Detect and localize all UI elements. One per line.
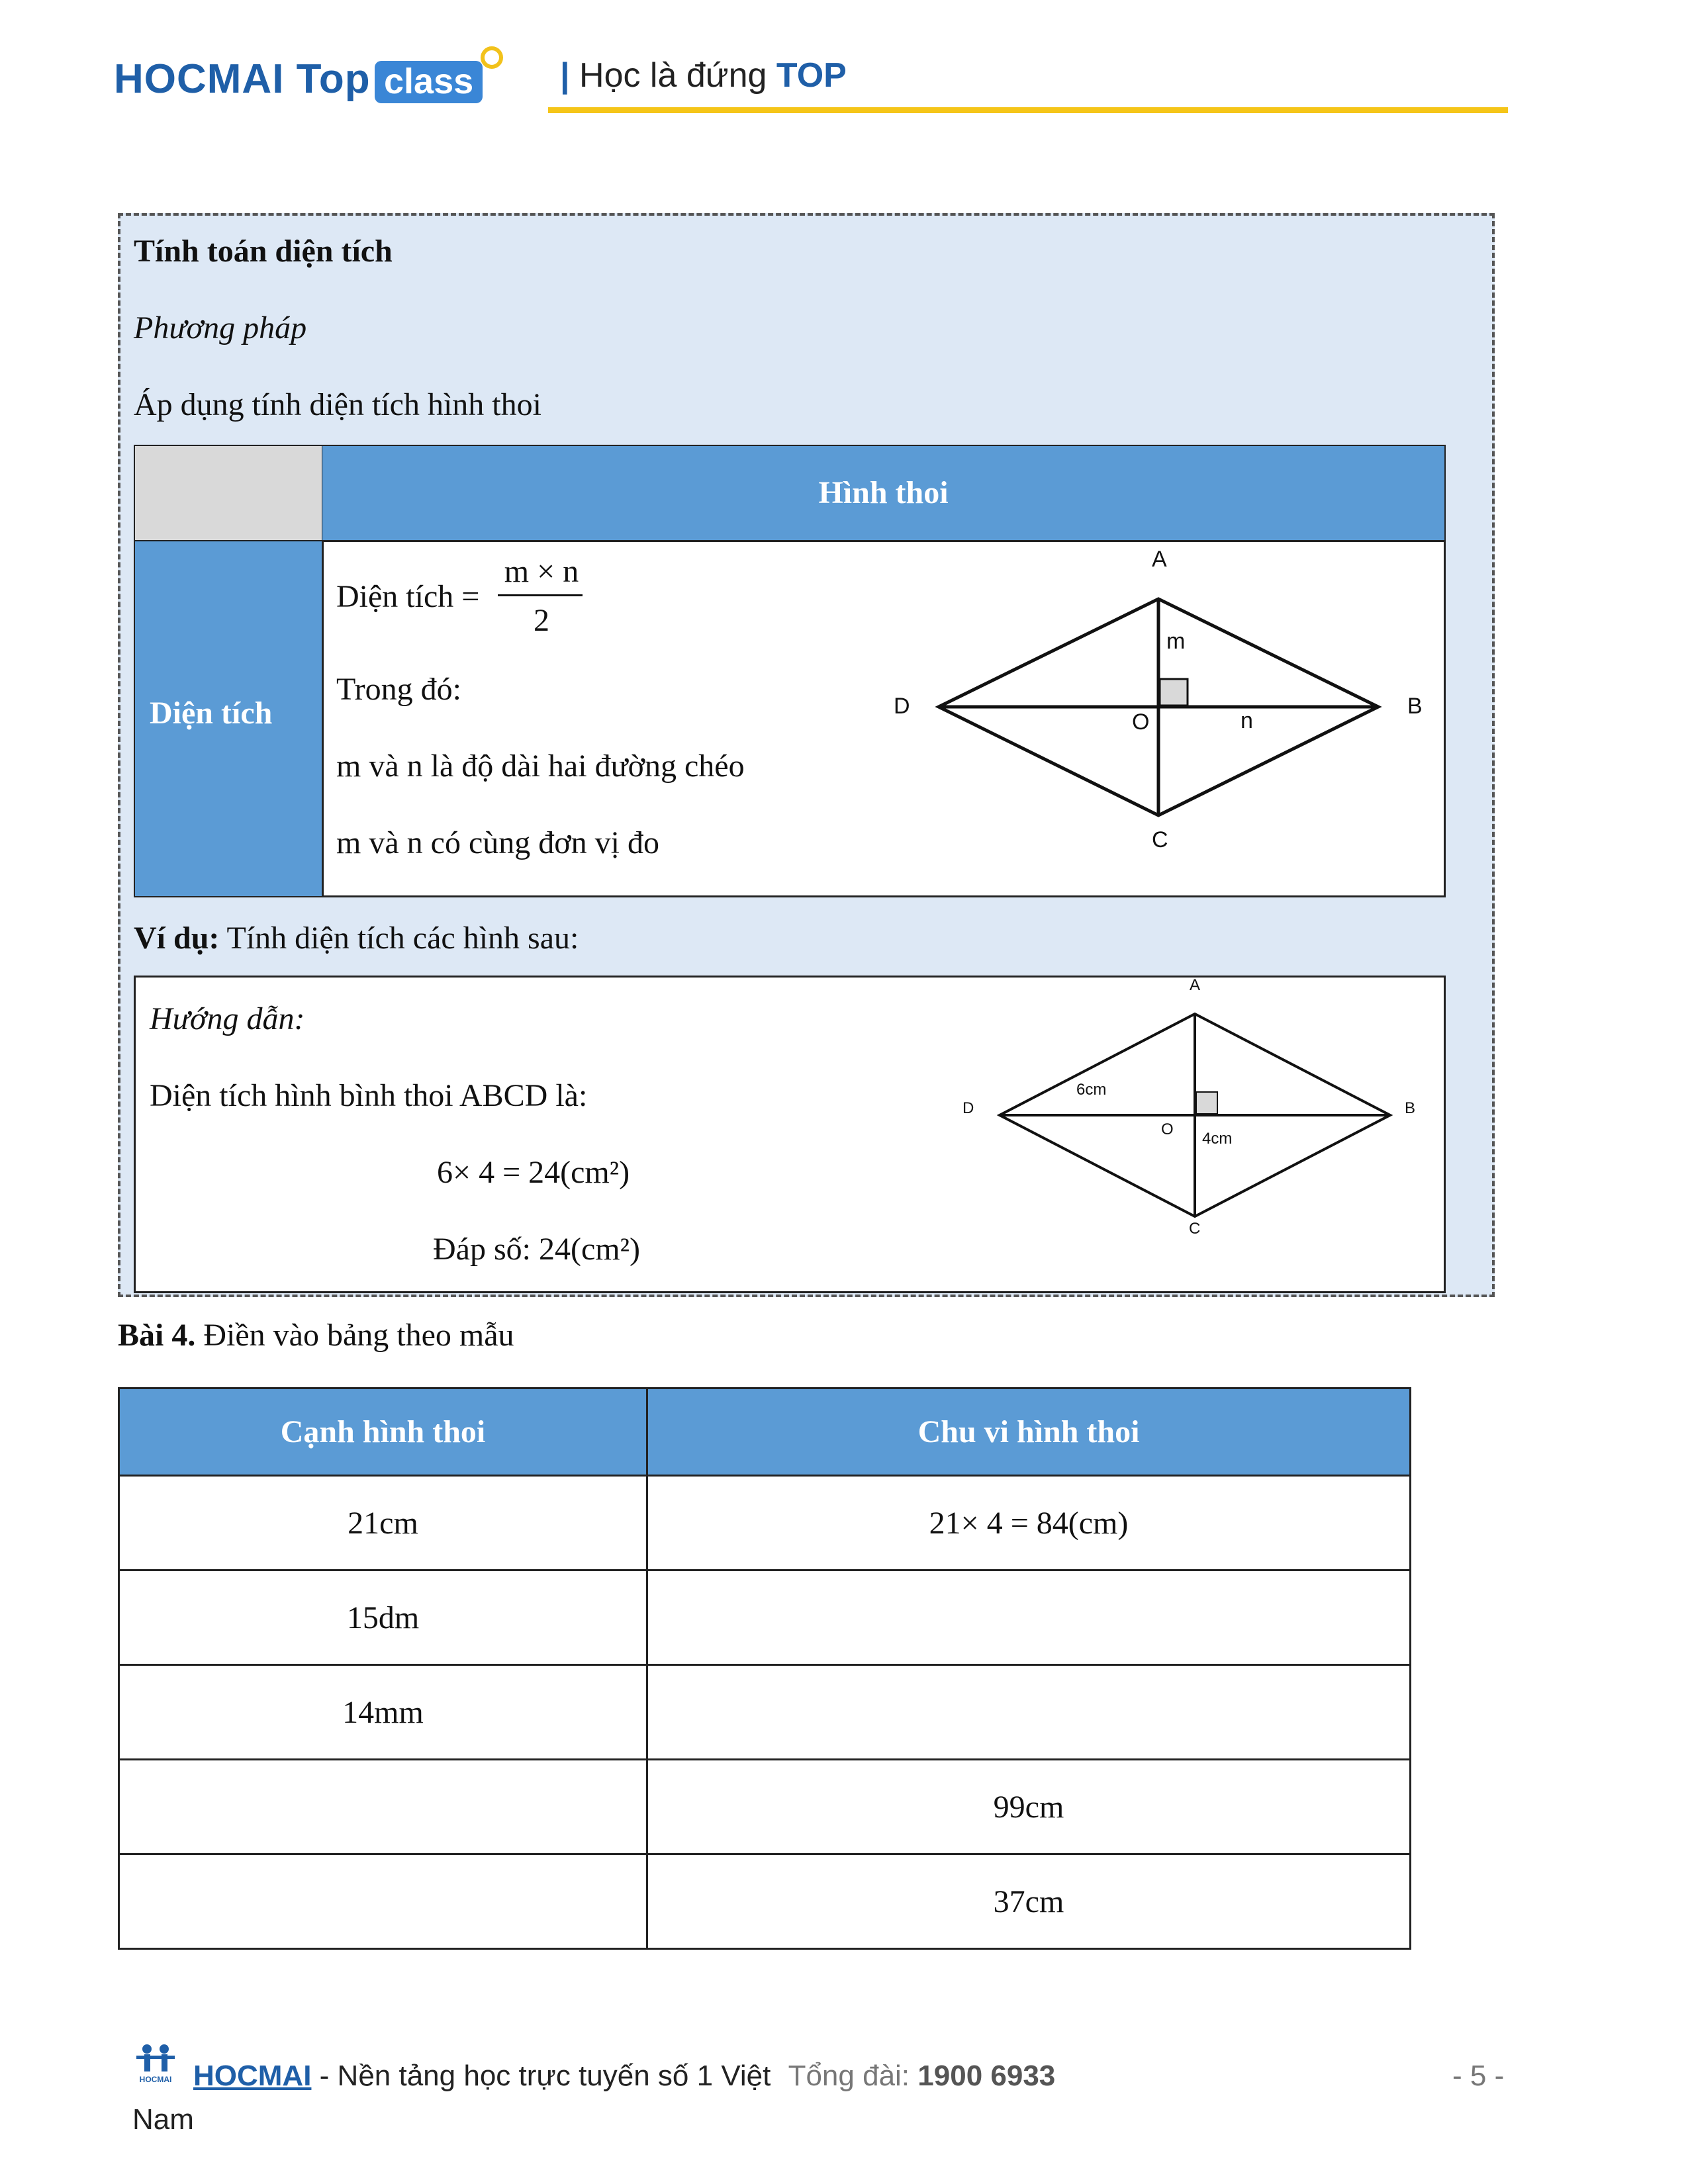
slogan-top: TOP	[776, 56, 847, 95]
formula-prefix: Diện tích =	[336, 579, 480, 614]
slogan-text: Học là đứng	[579, 56, 767, 95]
footer-wrap: Nam	[132, 2103, 194, 2136]
slogan	[560, 56, 847, 95]
footer-tagline: - Nền tảng học trực tuyến số 1 Việt	[311, 2060, 771, 2092]
example-text: Tính diện tích các hình sau:	[226, 921, 579, 956]
table-row	[119, 1570, 1411, 1665]
table-cell: 14mm	[119, 1665, 647, 1760]
formula-table-corner	[135, 446, 324, 542]
center-o: O	[1132, 709, 1150, 735]
table-cell: 99cm	[647, 1760, 1411, 1854]
header-divider	[548, 107, 1508, 113]
label-m: m	[1166, 629, 1186, 654]
method-title: Tính toán diện tích	[134, 234, 393, 269]
exercise-label: Bài 4.	[118, 1318, 196, 1353]
example-vertex-a: A	[1190, 976, 1201, 994]
example-line	[134, 920, 579, 956]
formula-denominator: 2	[534, 603, 549, 638]
formula-numerator: m × n	[504, 554, 579, 589]
footer-line	[193, 2060, 1055, 2093]
table-cell[interactable]	[119, 1760, 647, 1854]
exercise-table	[118, 1387, 1411, 1950]
formula-row-label: Diện tích	[150, 696, 273, 731]
example-answer: Đáp số: 24(cm²)	[433, 1232, 640, 1267]
example-label-4cm: 4cm	[1202, 1130, 1233, 1148]
example-vertex-c: C	[1189, 1220, 1201, 1238]
example-center-o: O	[1161, 1120, 1174, 1138]
table-row	[119, 1760, 1411, 1854]
formula-note-2: m và n có cùng đơn vị đo	[336, 825, 659, 860]
method-intro: Áp dụng tính diện tích hình thoi	[134, 387, 541, 422]
exercise-text: Điền vào bảng theo mẫu	[203, 1318, 514, 1353]
column-header-perimeter: Chu vi hình thoi	[647, 1388, 1411, 1476]
example-vertex-b: B	[1405, 1099, 1416, 1117]
right-angle-mark	[1160, 679, 1188, 705]
example-right-angle-mark	[1196, 1092, 1217, 1114]
table-cell[interactable]	[647, 1665, 1411, 1760]
footer-hotline-label: Tổng đài:	[788, 2060, 910, 2092]
formula-note-1: m và n là độ dài hai đường chéo	[336, 749, 745, 784]
method-subtitle: Phương pháp	[134, 310, 307, 345]
footer-hotline: 1900 6933	[917, 2060, 1056, 2092]
fraction-bar	[498, 594, 583, 596]
page-number: - 5 -	[1452, 2060, 1505, 2092]
slogan-separator: |	[560, 56, 570, 95]
vertex-a: A	[1152, 547, 1167, 572]
vertex-b: B	[1407, 694, 1423, 719]
table-cell: 21× 4 = 84(cm)	[647, 1476, 1411, 1570]
formula-table-header: Hình thoi	[322, 446, 1444, 542]
example-label-6cm: 6cm	[1076, 1081, 1107, 1099]
table-row	[119, 1476, 1411, 1570]
sun-icon	[481, 46, 503, 69]
example-vertex-d: D	[962, 1099, 974, 1117]
vertex-c: C	[1152, 827, 1168, 852]
example-label: Ví dụ:	[134, 921, 220, 956]
exercise-title	[118, 1317, 514, 1353]
formula-where: Trong đó:	[336, 672, 461, 707]
column-header-side: Cạnh hình thoi	[119, 1388, 647, 1476]
table-cell: 15dm	[119, 1570, 647, 1665]
table-cell[interactable]	[119, 1854, 647, 1949]
example-calc: 6× 4 = 24(cm²)	[437, 1155, 630, 1190]
footer-logo-text: HOCMAI	[139, 2075, 172, 2084]
example-rhombus-diagram	[947, 973, 1436, 1244]
hocmai-footer-logo-icon	[132, 2042, 179, 2085]
table-cell: 37cm	[647, 1854, 1411, 1949]
brand-logo: HOCMAI Top	[114, 56, 371, 102]
table-row	[119, 1854, 1411, 1949]
footer-brand-link[interactable]: HOCMAI	[193, 2060, 312, 2092]
rhombus-diagram	[861, 543, 1443, 874]
table-cell[interactable]	[647, 1570, 1411, 1665]
example-guide: Hướng dẫn:	[150, 1001, 305, 1036]
table-cell: 21cm	[119, 1476, 647, 1570]
example-line-1: Diện tích hình bình thoi ABCD là:	[150, 1078, 588, 1113]
label-n: n	[1241, 708, 1253, 733]
brand-logo-class: class	[375, 61, 483, 103]
table-row	[119, 1665, 1411, 1760]
vertex-d: D	[894, 694, 910, 719]
